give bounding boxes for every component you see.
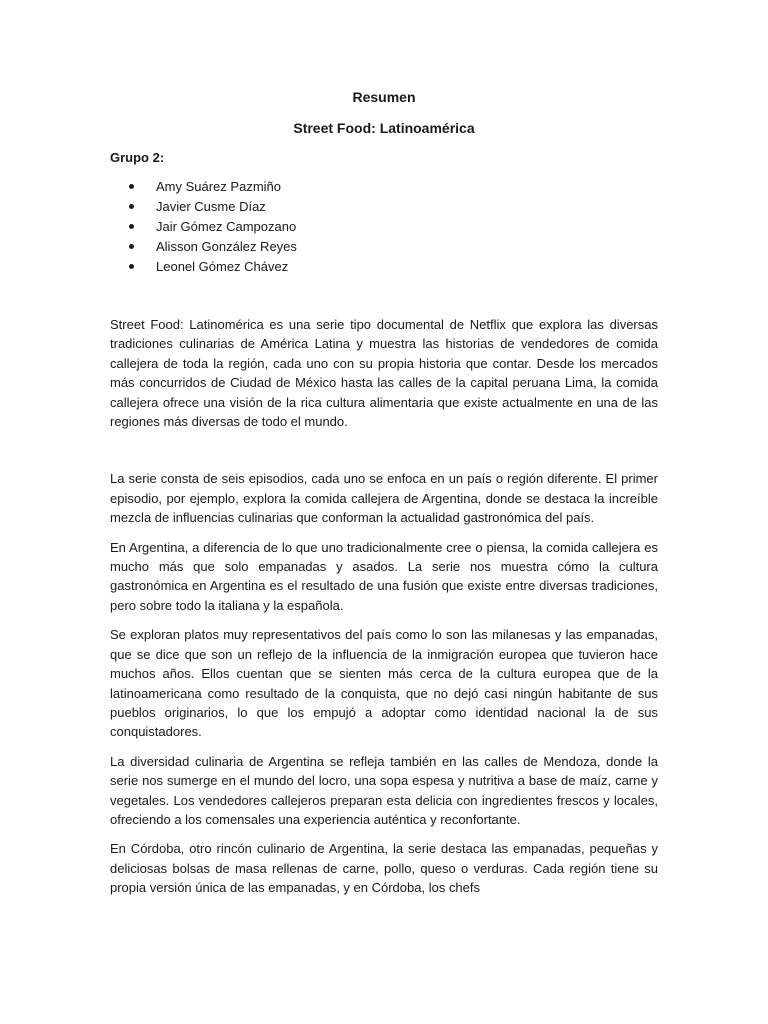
paragraph-intro: Street Food: Latinomérica es una serie tipo documental de Netflix que explora las diversas tradiciones culinarias de América Latina y muestra las historias de vendedores de comida callejera de toda la región, cada uno con su propia historia que contar. Desde los mercados más concurridos de Ciudad de México hasta las calles de la capital peruana Lima, la comida callejera ofrece una visión de la rica cultura alimentaria que existe actualmente en una de las regiones más diversas de todo el mundo.	[110, 317, 658, 430]
paragraph-cordoba: En Córdoba, otro rincón culinario de Argentina, la serie destaca las empanadas, pequeñas y deliciosas bolsas de masa rellenas de carne, pollo, queso o verduras. Cada región tiene su propia versión única de las empanadas, y en Córdoba, los chefs	[110, 841, 658, 896]
list-item	[110, 257, 658, 277]
document-title: Resumen	[352, 89, 416, 105]
bullet-icon	[129, 244, 134, 249]
list-item	[110, 237, 658, 257]
document-content	[110, 88, 658, 898]
paragraph-episodes: La serie consta de seis episodios, cada uno se enfoca en un país o región diferente. El primer episodio, por ejemplo, explora la comida callejera de Argentina, donde se destaca la increíble mezcla de influencias culinarias que conforman la actualidad gastronómica del país.	[110, 471, 658, 526]
bullet-icon	[129, 224, 134, 229]
list-item	[110, 197, 658, 217]
list-item	[110, 217, 658, 237]
bullet-icon	[129, 264, 134, 269]
member-name: Javier Cusme Díaz	[156, 199, 266, 214]
member-name: Amy Suárez Pazmiño	[156, 179, 281, 194]
bullet-icon	[129, 204, 134, 209]
paragraph-dishes: Se exploran platos muy representativos del país como lo son las milanesas y las empanadas, que se dice que son un reflejo de la influencia de la inmigración europea que tuvieron hace muchos años. Ellos cuentan que se sienten más cerca de la cultura europea que de la latinoamericana como resultado de la conquista, que no dejó casi ningún habitante de sus pueblos originarios, lo que los empujó a adoptar como identidad nacional la de sus conquistadores.	[110, 627, 658, 740]
bullet-icon	[129, 184, 134, 189]
member-name: Leonel Gómez Chávez	[156, 259, 289, 274]
member-list	[110, 177, 658, 277]
member-name: Jair Gómez Campozano	[156, 219, 297, 234]
member-name: Alisson González Reyes	[156, 239, 297, 254]
group-label: Grupo 2:	[110, 150, 165, 165]
paragraph-mendoza: La diversidad culinaria de Argentina se refleja también en las calles de Mendoza, donde la serie nos sumerge en el mundo del locro, una sopa espesa y nutritiva a base de maíz, carne y vegetales. Los vendedores callejeros preparan esta delicia con ingredientes frescos y locales, ofreciendo a los comensales una experiencia auténtica y reconfortante.	[110, 753, 658, 827]
document-subtitle: Street Food: Latinoamérica	[293, 120, 475, 136]
paragraph-argentina: En Argentina, a diferencia de lo que uno tradicionalmente cree o piensa, la comida callejera es mucho más que solo empanadas y asados. La serie nos muestra cómo la cultura gastronómica en Argentina es el resultado de una fusión que existe entre diversas tradiciones, pero sobre todo la italiana y la española.	[110, 539, 658, 613]
list-item	[110, 177, 658, 197]
